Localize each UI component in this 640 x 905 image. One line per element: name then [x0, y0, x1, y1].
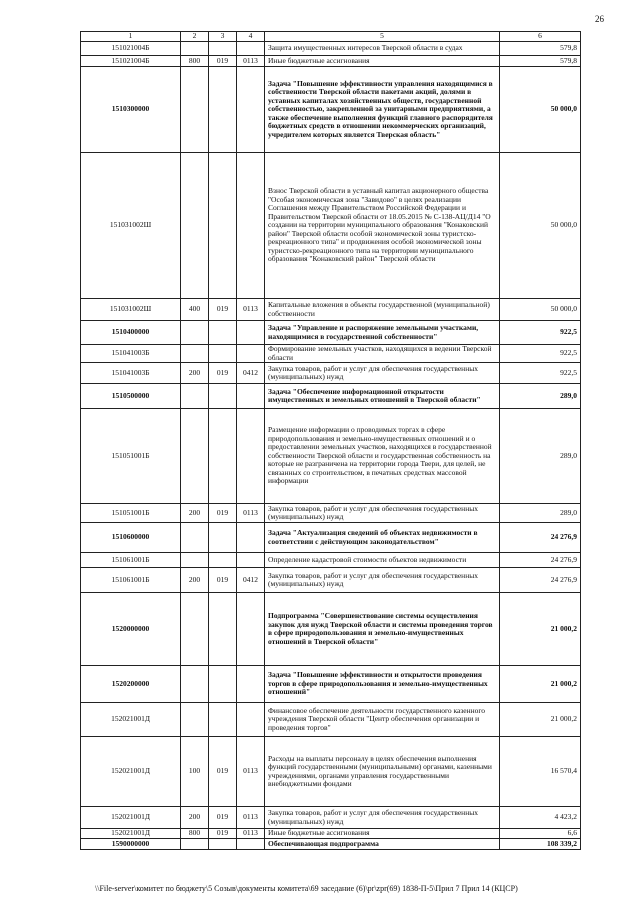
- row-expense-type: [181, 345, 209, 363]
- header-row: [81, 32, 581, 42]
- row-description: Иные бюджетные ассигнования: [265, 829, 500, 839]
- row-department-code: [209, 593, 237, 666]
- row-description: Определение кадастровой стоимости объектов недвижимости: [265, 553, 500, 568]
- row-code: 151061001Б: [81, 568, 181, 593]
- table-row: [81, 737, 581, 807]
- row-section-code: [237, 666, 265, 703]
- row-description: Закупка товаров, работ и услуг для обеспечения государственных (муниципальных) нужд: [265, 568, 500, 593]
- row-expense-type: [181, 593, 209, 666]
- row-section-code: 0113: [237, 807, 265, 829]
- row-department-code: [209, 384, 237, 409]
- row-amount: 50 000,0: [500, 299, 581, 321]
- row-code: 151051001Б: [81, 504, 181, 523]
- row-amount: 24 276,9: [500, 568, 581, 593]
- table-row: [81, 523, 581, 553]
- row-code: 1510500000: [81, 384, 181, 409]
- row-expense-type: 400: [181, 299, 209, 321]
- table-row: [81, 409, 581, 504]
- row-section-code: [237, 321, 265, 345]
- row-amount: 50 000,0: [500, 153, 581, 299]
- row-expense-type: 200: [181, 568, 209, 593]
- row-section-code: 0113: [237, 299, 265, 321]
- row-code: 151021004Б: [81, 56, 181, 67]
- row-section-code: [237, 523, 265, 553]
- table-row: [81, 839, 581, 850]
- row-description: Задача "Повышение эффективности и открытости проведения торгов в сфере природопользования и земельно-имущественных отношений": [265, 666, 500, 703]
- row-description: Иные бюджетные ассигнования: [265, 56, 500, 67]
- row-department-code: 019: [209, 829, 237, 839]
- row-department-code: 019: [209, 363, 237, 384]
- header-col-6: 6: [500, 32, 581, 42]
- row-section-code: [237, 345, 265, 363]
- row-amount: 922,5: [500, 345, 581, 363]
- row-section-code: 0412: [237, 568, 265, 593]
- row-code: 1510600000: [81, 523, 181, 553]
- row-description: Закупка товаров, работ и услуг для обеспечения государственных (муниципальных) нужд: [265, 363, 500, 384]
- row-description: Задача "Актуализация сведений об объектах недвижимости в соответствии с действующим законодательством": [265, 523, 500, 553]
- row-code: 151051001Б: [81, 409, 181, 504]
- row-amount: 21 000,2: [500, 666, 581, 703]
- row-description: Подпрограмма "Совершенствование системы осуществления закупок для нужд Тверской области и системы проведения торгов в сфере природопользования и земельно-имущественных отношений в Тверской области": [265, 593, 500, 666]
- row-code: 151021004Б: [81, 42, 181, 56]
- header-col-2: 2: [181, 32, 209, 42]
- row-amount: 579,8: [500, 56, 581, 67]
- row-section-code: [237, 839, 265, 850]
- header-col-1: 1: [81, 32, 181, 42]
- row-amount: 24 276,9: [500, 553, 581, 568]
- row-description: Задача "Повышение эффективности управления находящимися в собственности Тверской области пакетами акций, долями в уставных капиталах хозяйственных обществ, государственной собственностью, закрепленной за унитарными предприятиями, а также обеспечение выполнения функций главного распорядителя бюджетных средств в отношении некоммерческих организаций, учредителем которых является Тверская область": [265, 67, 500, 153]
- row-section-code: [237, 593, 265, 666]
- row-description: Обеспечивающая подпрограмма: [265, 839, 500, 850]
- row-department-code: [209, 42, 237, 56]
- row-department-code: 019: [209, 568, 237, 593]
- row-code: 151031002Ш: [81, 153, 181, 299]
- row-code: 152021001Д: [81, 703, 181, 737]
- table-row: [81, 56, 581, 67]
- table-row: [81, 153, 581, 299]
- row-section-code: 0412: [237, 363, 265, 384]
- row-amount: 6,6: [500, 829, 581, 839]
- row-expense-type: [181, 384, 209, 409]
- header-col-4: 4: [237, 32, 265, 42]
- row-code: 1520200000: [81, 666, 181, 703]
- row-description: Размещение информации о проводимых торгах в сфере природопользования и земельно-имущественных отношений и о предоставлении земельных участков, находящихся в государственной собственности Тверской области и государственная собственность на которые не разграничена на территории города Твери, для целей, не связанных со строительством, в печатных средствах массовой информации: [265, 409, 500, 504]
- row-department-code: [209, 409, 237, 504]
- row-section-code: [237, 67, 265, 153]
- row-department-code: [209, 839, 237, 850]
- row-amount: 24 276,9: [500, 523, 581, 553]
- row-expense-type: 200: [181, 807, 209, 829]
- row-description: Задача "Управление и распоряжение земельными участками, находящимися в государственной собственности": [265, 321, 500, 345]
- row-section-code: [237, 42, 265, 56]
- row-expense-type: 200: [181, 363, 209, 384]
- row-description: Задача "Обеспечение информационной открытости имущественных и земельных отношений в Тверской области": [265, 384, 500, 409]
- row-department-code: 019: [209, 504, 237, 523]
- row-amount: 579,8: [500, 42, 581, 56]
- table-row: [81, 553, 581, 568]
- row-code: 152021001Д: [81, 807, 181, 829]
- table-row: [81, 363, 581, 384]
- table-row: [81, 568, 581, 593]
- row-section-code: [237, 153, 265, 299]
- row-expense-type: 800: [181, 829, 209, 839]
- row-department-code: [209, 321, 237, 345]
- table-row: [81, 321, 581, 345]
- row-expense-type: [181, 42, 209, 56]
- row-expense-type: [181, 409, 209, 504]
- table-row: [81, 829, 581, 839]
- row-code: 151041003Б: [81, 345, 181, 363]
- table-row: [81, 42, 581, 56]
- table-row: [81, 807, 581, 829]
- row-expense-type: [181, 67, 209, 153]
- row-amount: 50 000,0: [500, 67, 581, 153]
- table-row: [81, 593, 581, 666]
- row-code: 152021001Д: [81, 829, 181, 839]
- row-amount: 922,5: [500, 321, 581, 345]
- row-code: 151041003Б: [81, 363, 181, 384]
- row-amount: 21 000,2: [500, 703, 581, 737]
- row-department-code: [209, 345, 237, 363]
- row-expense-type: 800: [181, 56, 209, 67]
- row-section-code: [237, 384, 265, 409]
- table-row: [81, 666, 581, 703]
- row-description: Капитальные вложения в объекты государственной (муниципальной) собственности: [265, 299, 500, 321]
- row-section-code: 0113: [237, 737, 265, 807]
- row-expense-type: 100: [181, 737, 209, 807]
- row-description: Защита имущественных интересов Тверской области в судах: [265, 42, 500, 56]
- table-row: [81, 703, 581, 737]
- row-section-code: [237, 553, 265, 568]
- row-expense-type: [181, 703, 209, 737]
- row-code: 1590000000: [81, 839, 181, 850]
- row-department-code: [209, 553, 237, 568]
- row-expense-type: [181, 153, 209, 299]
- row-department-code: [209, 67, 237, 153]
- row-description: Закупка товаров, работ и услуг для обеспечения государственных (муниципальных) нужд: [265, 807, 500, 829]
- row-amount: 289,0: [500, 504, 581, 523]
- row-section-code: 0113: [237, 504, 265, 523]
- row-description: Формирование земельных участков, находящихся в ведении Тверской области: [265, 345, 500, 363]
- table-row: [81, 384, 581, 409]
- row-description: Финансовое обеспечение деятельности государственного казенного учреждения Тверской области "Центр обеспечения организации и проведения торгов": [265, 703, 500, 737]
- row-section-code: 0113: [237, 56, 265, 67]
- row-expense-type: [181, 523, 209, 553]
- row-department-code: 019: [209, 737, 237, 807]
- row-amount: 289,0: [500, 409, 581, 504]
- row-code: 152021001Д: [81, 737, 181, 807]
- row-expense-type: [181, 839, 209, 850]
- row-department-code: [209, 666, 237, 703]
- row-amount: 289,0: [500, 384, 581, 409]
- row-code: 151031002Ш: [81, 299, 181, 321]
- row-expense-type: [181, 666, 209, 703]
- row-amount: 922,5: [500, 363, 581, 384]
- table-row: [81, 67, 581, 153]
- row-section-code: [237, 409, 265, 504]
- row-code: 1510300000: [81, 67, 181, 153]
- page-number: 26: [595, 14, 604, 24]
- row-department-code: 019: [209, 299, 237, 321]
- row-expense-type: 200: [181, 504, 209, 523]
- row-amount: 16 570,4: [500, 737, 581, 807]
- row-description: Закупка товаров, работ и услуг для обеспечения государственных (муниципальных) нужд: [265, 504, 500, 523]
- row-department-code: [209, 153, 237, 299]
- row-department-code: [209, 523, 237, 553]
- row-amount: 4 423,2: [500, 807, 581, 829]
- row-amount: 108 339,2: [500, 839, 581, 850]
- row-expense-type: [181, 321, 209, 345]
- header-col-5: 5: [265, 32, 500, 42]
- table-row: [81, 345, 581, 363]
- row-amount: 21 000,2: [500, 593, 581, 666]
- budget-table: [80, 31, 581, 850]
- row-department-code: 019: [209, 807, 237, 829]
- row-code: 1510400000: [81, 321, 181, 345]
- row-code: 151061001Б: [81, 553, 181, 568]
- table-row: [81, 504, 581, 523]
- row-section-code: [237, 703, 265, 737]
- footer-file-path: \\File-server\комитет по бюджету\5 Созыв\документы комитета\69 заседание (6)\pr\zpr(69) 1838-П-5\Прил 7 Прил 14 (КЦСР): [95, 884, 518, 893]
- row-description: Расходы на выплаты персоналу в целях обеспечения выполнения функций государственными (муниципальными) органами, казенными учреждениями, органами управления государственными внебюджетными фондами: [265, 737, 500, 807]
- row-department-code: 019: [209, 56, 237, 67]
- row-section-code: 0113: [237, 829, 265, 839]
- header-col-3: 3: [209, 32, 237, 42]
- row-expense-type: [181, 553, 209, 568]
- row-description: Взнос Тверской области в уставный капитал акционерного общества "Особая экономическая зона "Завидово" в целях реализации Соглашения между Правительством Российской Федерации и Правительством Тверской области от 18.05.2015 № С-138-АЦ/Д14 "О создании на территории муниципального образования "Конаковский район" Тверской области особой экономической зоны туристско-рекреационного типа" и продвижения особой экономической зоны туристско-рекреационного типа на территории муниципального образования "Конаковский район" Тверской области: [265, 153, 500, 299]
- row-code: 1520000000: [81, 593, 181, 666]
- row-department-code: [209, 703, 237, 737]
- table-row: [81, 299, 581, 321]
